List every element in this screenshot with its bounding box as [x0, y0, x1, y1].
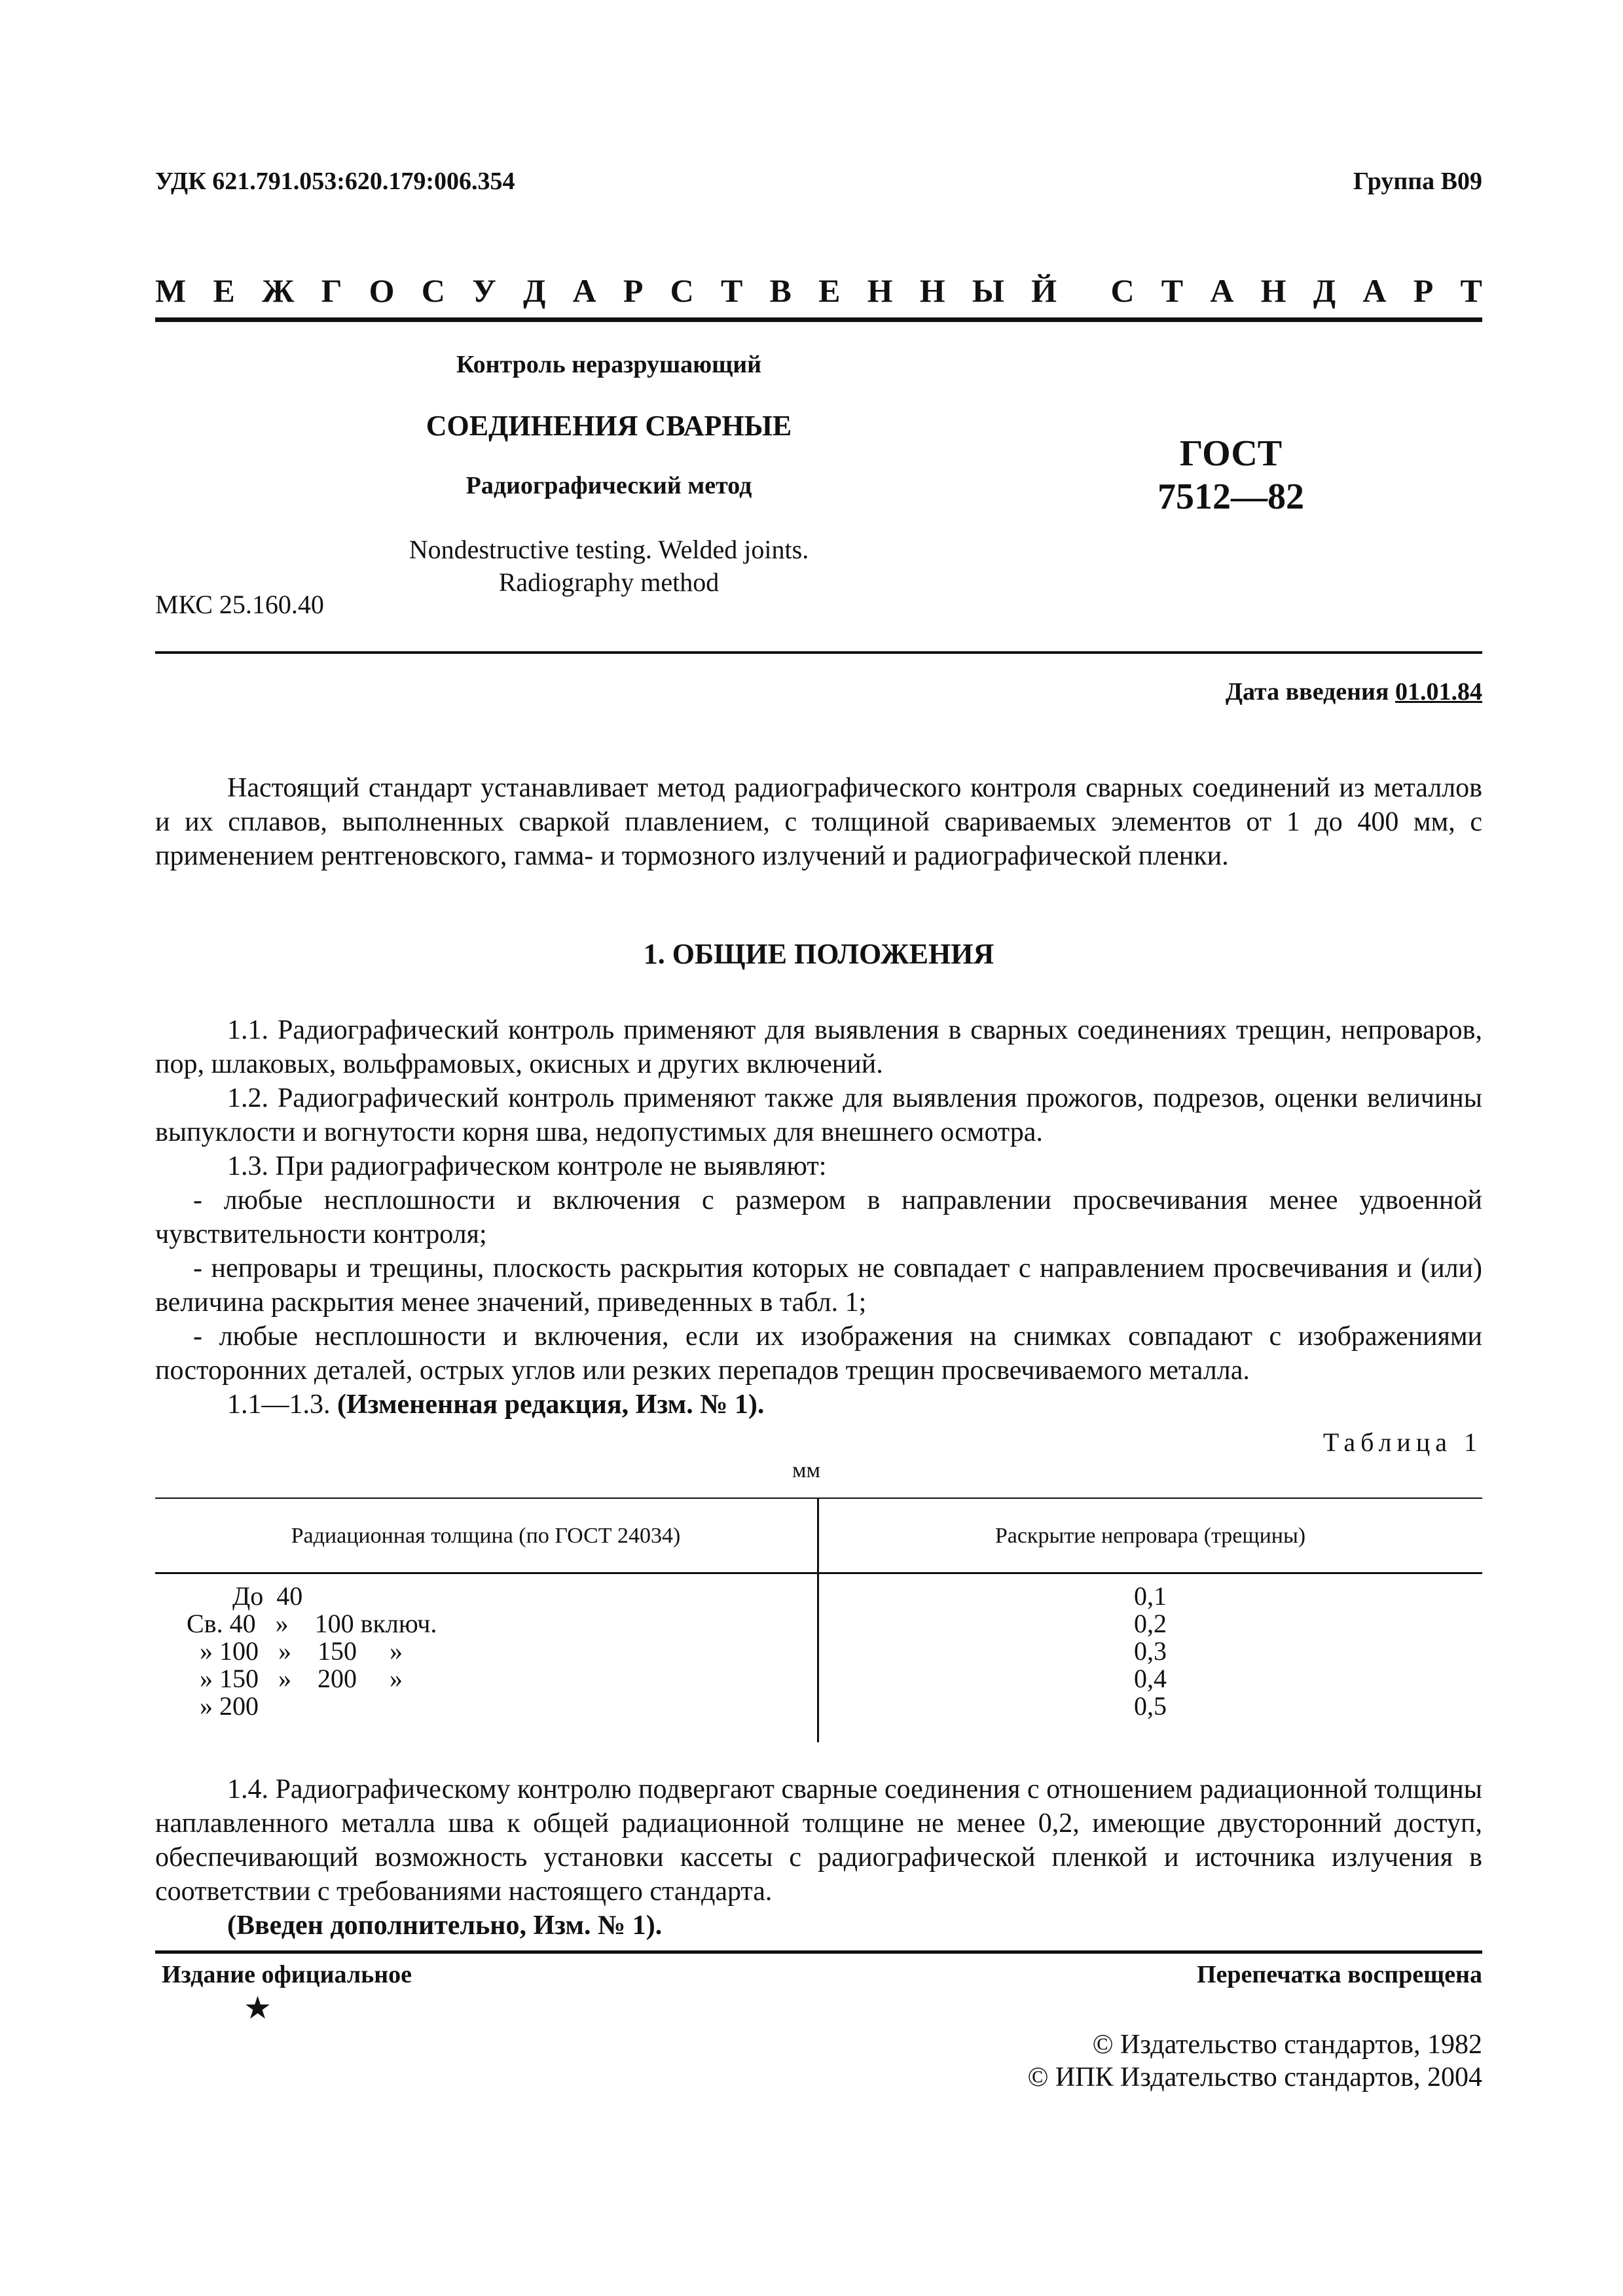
table-row-1-thickness: До 40	[187, 1581, 303, 1611]
group-code: Группа В09	[1353, 168, 1482, 195]
effective-date-value: 01.01.84	[1395, 678, 1482, 706]
section-1-heading: 1. ОБЩИЕ ПОЛОЖЕНИЯ	[643, 938, 994, 970]
clause-1-4-note: (Введен дополнительно, Изм. № 1).	[227, 1910, 663, 1941]
clause-1-3-item-c: - любые несплошности и включения, если их изображения на снимках совпадают с изображениями посторонних деталей, острых углов или резких перепадов трещин просвечиваемого металла.	[155, 1321, 1482, 1386]
title-rule	[155, 651, 1482, 654]
table-row-5-opening: 0,5	[1134, 1691, 1167, 1721]
clause-1-4: 1.4. Радиографическому контролю подвергают сварные соединения с отношением радиационной толщины наплавленного металла шва к общей радиационной толщине не менее 0,2, имеющие двусторонний доступ, обеспечивающий возможность установки кассеты с радиографической пленкой и источника излучения в соответствии с требованиями настоящего стандарта.	[155, 1774, 1482, 1907]
footer-rule	[155, 1950, 1482, 1954]
table-row-3-opening: 0,3	[1134, 1636, 1167, 1666]
table-row-2-opening: 0,2	[1134, 1609, 1167, 1638]
udk-code: УДК 621.791.053:620.179:006.354	[155, 168, 515, 195]
table-row-5-thickness: » 200	[187, 1691, 259, 1721]
clause-1-4-block	[155, 1772, 1482, 1943]
intro-paragraph: Настоящий стандарт устанавливает метод радиографического контроля сварных соединений из металлов и их сплавов, выполненных сваркой плавлением, с толщиной свариваемых элементов от 1 до 400 мм, с применением рентгеновского, гамма- и тормозного излучений и радиографической пленки.	[155, 773, 1482, 871]
table-row-2-thickness: Св. 40 » 100 включ.	[187, 1609, 437, 1638]
star-icon: ★	[244, 1991, 272, 2026]
table-col2-header: Раскрытие непровара (трещины)	[994, 1524, 1306, 1548]
interstate-standard-heading: М Е Ж Г О С У Д А Р С Т В Е Н Н Ы Й С Т А Н Д А Р Т	[155, 272, 1482, 309]
clause-1-3-item-b: - непровары и трещины, плоскость раскрытия которых не совпадает с направлением просвечивания и (или) величина раскрытия менее значений, приведенных в табл. 1;	[155, 1253, 1482, 1318]
clause-1-1-1-3-note	[155, 1388, 1482, 1422]
english-title-line1: Nondestructive testing. Welded joints.	[409, 535, 809, 564]
clause-1-1: 1.1. Радиографический контроль применяют для выявления в сварных соединениях трещин, непроваров, пор, шлаковых, вольфрамовых, окисных и других включений.	[155, 1015, 1482, 1079]
gost-code: 7512—82	[1158, 476, 1304, 517]
clause-1-3: 1.3. При радиографическом контроле не выявляют:	[227, 1151, 827, 1181]
gost-label: ГОСТ	[1179, 433, 1283, 474]
table-1-unit: мм	[792, 1458, 821, 1482]
clause-1-3-item-a: - любые несплошности и включения с размером в направлении просвечивания менее удвоенной чувствительности контроля;	[155, 1185, 1482, 1249]
title-line2: СОЕДИНЕНИЯ СВАРНЫЕ	[426, 410, 792, 442]
copyright-2004: © ИПК Издательство стандартов, 2004	[1027, 2062, 1482, 2092]
heading-rule	[155, 317, 1482, 322]
note-text: (Измененная редакция, Изм. № 1).	[337, 1390, 765, 1420]
table-col1-header: Радиационная толщина (по ГОСТ 24034)	[291, 1524, 681, 1548]
reprint-prohibited: Перепечатка воспрещена	[1196, 1961, 1482, 1988]
effective-date-label: Дата введения	[1225, 678, 1389, 706]
table-row-4-thickness: » 150 » 200 »	[187, 1664, 403, 1693]
table-1-label: Таблица 1	[1322, 1427, 1482, 1457]
english-title-line2: Radiography method	[498, 567, 720, 597]
mks-code: МКС 25.160.40	[155, 590, 324, 619]
table-col1-values	[187, 1583, 776, 1720]
table-row-1-opening: 0,1	[1134, 1581, 1167, 1611]
table-row-4-opening: 0,4	[1134, 1664, 1167, 1693]
effective-date	[1226, 677, 1482, 706]
copyright-1982: © Издательство стандартов, 1982	[1092, 2030, 1482, 2060]
note-prefix: 1.1—1.3.	[227, 1390, 337, 1420]
title-line1: Контроль неразрушающий	[456, 351, 762, 378]
title-line3: Радиографический метод	[465, 472, 752, 499]
clause-1-2: 1.2. Радиографический контроль применяют также для выявления прожогов, подрезов, оценки величины выпуклости и вогнутости корня шва, недопустимых для внешнего осмотра.	[155, 1083, 1482, 1147]
table-header-rule	[155, 1572, 1482, 1574]
english-title	[275, 533, 943, 599]
table-row-3-thickness: » 100 » 150 »	[187, 1636, 403, 1666]
gost-number	[1113, 432, 1349, 518]
official-edition: Издание официальное	[162, 1961, 412, 1988]
table-col2-values	[818, 1583, 1482, 1720]
clauses-block	[155, 1013, 1482, 1422]
